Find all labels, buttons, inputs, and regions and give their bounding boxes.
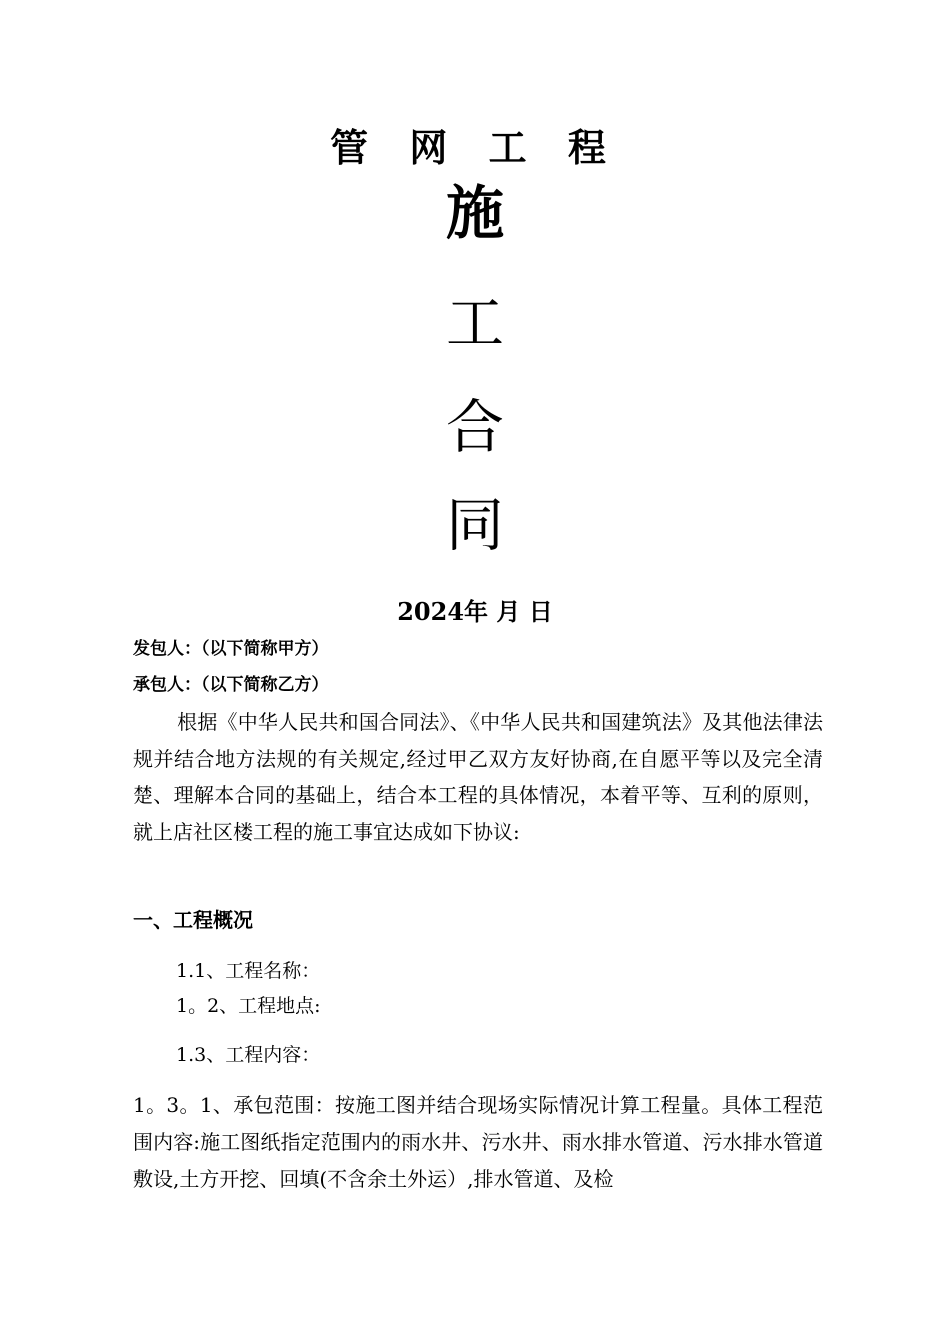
contract-date: 2024年 月 日 <box>397 597 553 626</box>
intro-text: 根据《中华人民共和国合同法》、《中华人民共和国建筑法》及其他法律法规并结合地方法规的有关规定,经过甲乙双方友好协商,在自愿平等以及完全清楚、理解本合同的基础上，结合本工程的具体情况，本着平等、互利的原则，就上店社区楼工程的施工事宜达成如下协议: <box>133 710 823 844</box>
item-project-location: 1。2、工程地点: <box>176 995 321 1017</box>
cover-title-char-2: 工 <box>445 289 504 357</box>
contractor-line: 承包人：（以下简称乙方） <box>133 675 329 695</box>
section-heading-project-overview: 一、工程概况 <box>133 908 253 932</box>
item-project-name: 1.1、工程名称： <box>176 960 321 982</box>
cover-title-char-3: 合 <box>445 393 504 461</box>
item-project-content: 1.3、工程内容： <box>176 1044 321 1066</box>
intro-paragraph <box>133 704 823 850</box>
scope-paragraph: 1。3。1、承包范围：按施工图并结合现场实际情况计算工程量。具体工程范围内容:施工图纸指定范围内的雨水井、污水井、雨水排水管道、污水排水管道敷设,土方开挖、回填(不含余土外运）,排水管道、及检 <box>133 1093 823 1191</box>
cover-title-char-1: 施 <box>445 179 504 247</box>
employer-line: 发包人：（以下简称甲方） <box>133 639 329 659</box>
cover-title-char-4: 同 <box>445 491 504 559</box>
cover-title-top: 管 网 工 程 <box>330 126 620 170</box>
